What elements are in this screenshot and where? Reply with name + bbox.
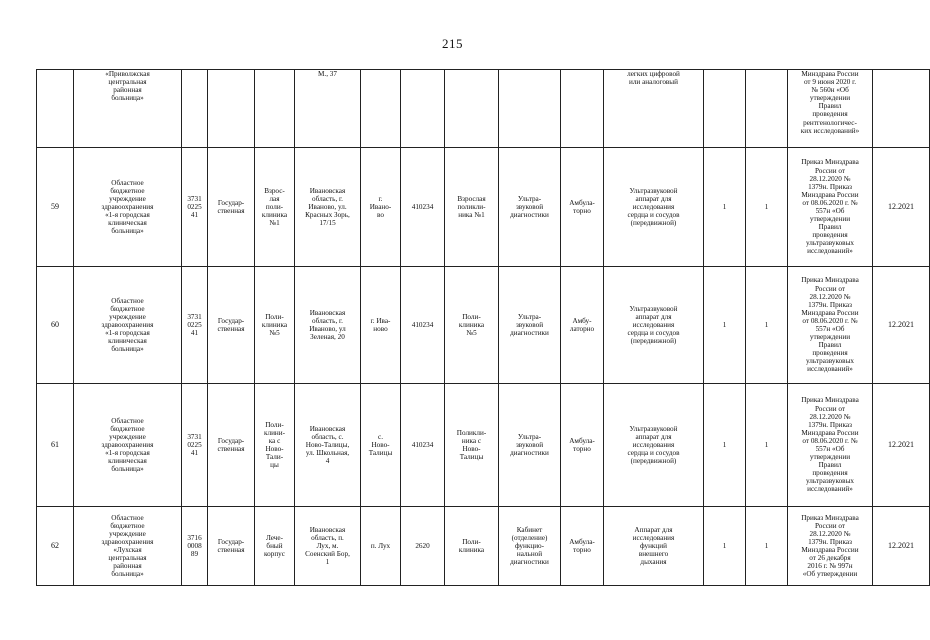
organization-cell: Областное бюджетное учреждение здравоохранения «1-я городская клиническая больница» — [74, 267, 182, 384]
equipment-table — [36, 69, 930, 586]
care-type-cell: Амбула- торно — [561, 507, 604, 586]
organization-cell: Областное бюджетное учреждение здравоохранения «1-я городская клиническая больница» — [74, 148, 182, 267]
table-row — [37, 507, 930, 586]
quantity-cell: 1 — [704, 267, 746, 384]
date-cell: 12.2021 — [873, 267, 930, 384]
city-cell: п. Лух — [361, 507, 401, 586]
care-type-cell: Амбула- торно — [561, 148, 604, 267]
organization-cell: Областное бюджетное учреждение здравоохранения «1-я городская клиническая больница» — [74, 384, 182, 507]
date-cell — [873, 70, 930, 148]
code-cell — [182, 70, 208, 148]
table-row — [37, 148, 930, 267]
code-cell: 3731 0225 41 — [182, 148, 208, 267]
ownership-cell: Государ- ственная — [208, 507, 255, 586]
code-cell: 3731 0225 41 — [182, 384, 208, 507]
department-cell: Ультра- звуковой диагностики — [499, 267, 561, 384]
organization-cell: Областное бюджетное учреждение здравоохранения «Лухская центральная районная больница» — [74, 507, 182, 586]
row-number-cell: 61 — [37, 384, 74, 507]
table-row — [37, 267, 930, 384]
unit-cell: Поли- клини- ка с Ново- Тали- цы — [255, 384, 295, 507]
basis-cell: Приказ Минздрава России от 28.12.2020 № 1379н. Приказ Минздрава России от 26 декабря 2016 г. № 997н «Об утверждении — [788, 507, 873, 586]
department-cell — [499, 70, 561, 148]
quantity-cell: 1 — [746, 267, 788, 384]
date-cell: 12.2021 — [873, 507, 930, 586]
department-cell: Ультра- звуковой диагностики — [499, 384, 561, 507]
quantity-cell — [704, 70, 746, 148]
basis-cell: Приказ Минздрава России от 28.12.2020 № 1379н. Приказ Минздрава России от 08.06.2020 г. № 557н «Об утверждении Правил проведения ультразвуковых исследований» — [788, 267, 873, 384]
ownership-cell — [208, 70, 255, 148]
address-cell: Ивановская область, г. Иваново, ул Зеленая, 20 — [295, 267, 361, 384]
ownership-cell: Государ- ственная — [208, 267, 255, 384]
postcode-cell: 410234 — [401, 148, 445, 267]
equipment-cell: Ультразвуковой аппарат для исследования сердца и сосудов (передвижной) — [604, 384, 704, 507]
subunit-cell: Поли- клиника — [445, 507, 499, 586]
care-type-cell — [561, 70, 604, 148]
address-cell: М., 37 — [295, 70, 361, 148]
quantity-cell: 1 — [704, 507, 746, 586]
equipment-cell: легких цифровой или аналоговый — [604, 70, 704, 148]
unit-cell: Поли- клиника №5 — [255, 267, 295, 384]
city-cell — [361, 70, 401, 148]
address-cell: Ивановская область, с. Ново-Талицы, ул. Школьная, 4 — [295, 384, 361, 507]
date-cell: 12.2021 — [873, 148, 930, 267]
city-cell: г. Ивано- во — [361, 148, 401, 267]
quantity-cell: 1 — [704, 384, 746, 507]
table-row — [37, 70, 930, 148]
ownership-cell: Государ- ственная — [208, 384, 255, 507]
postcode-cell: 2620 — [401, 507, 445, 586]
city-cell: г. Ива- ново — [361, 267, 401, 384]
postcode-cell — [401, 70, 445, 148]
table-row — [37, 384, 930, 507]
subunit-cell: Взрослая поликли- ника №1 — [445, 148, 499, 267]
unit-cell: Лече- бный корпус — [255, 507, 295, 586]
postcode-cell: 410234 — [401, 267, 445, 384]
quantity-cell — [746, 70, 788, 148]
postcode-cell: 410234 — [401, 384, 445, 507]
department-cell: Кабинет (отделение) функцио- нальной диагностики — [499, 507, 561, 586]
row-number-cell: 60 — [37, 267, 74, 384]
care-type-cell: Амбула- торно — [561, 384, 604, 507]
subunit-cell: Поликли- ника с Ново- Талицы — [445, 384, 499, 507]
subunit-cell — [445, 70, 499, 148]
organization-cell: «Приволжская центральная районная больница» — [74, 70, 182, 148]
equipment-cell: Аппарат для исследования функций внешнего дыхания — [604, 507, 704, 586]
row-number-cell: 59 — [37, 148, 74, 267]
quantity-cell: 1 — [746, 384, 788, 507]
code-cell: 3716 0008 89 — [182, 507, 208, 586]
address-cell: Ивановская область, п. Лух, м. Соенский Бор, 1 — [295, 507, 361, 586]
unit-cell — [255, 70, 295, 148]
quantity-cell: 1 — [746, 148, 788, 267]
care-type-cell: Амбу- латорно — [561, 267, 604, 384]
department-cell: Ультра- звуковой диагностики — [499, 148, 561, 267]
quantity-cell: 1 — [746, 507, 788, 586]
basis-cell: Минздрава России от 9 июня 2020 г. № 560н «Об утверждении Правил проведения рентгенологичес- ких исследований» — [788, 70, 873, 148]
subunit-cell: Поли- клиника №5 — [445, 267, 499, 384]
basis-cell: Приказ Минздрава России от 28.12.2020 № 1379н. Приказ Минздрава России от 08.06.2020 г. № 557н «Об утверждении Правил проведения ультразвуковых исследований» — [788, 148, 873, 267]
equipment-cell: Ультразвуковой аппарат для исследования сердца и сосудов (передвижной) — [604, 148, 704, 267]
city-cell: с. Ново- Талицы — [361, 384, 401, 507]
row-number-cell — [37, 70, 74, 148]
equipment-cell: Ультразвуковой аппарат для исследования сердца и сосудов (передвижной) — [604, 267, 704, 384]
page-number: 215 — [442, 36, 463, 51]
address-cell: Ивановская область, г. Иваново, ул. Красных Зорь, 17/15 — [295, 148, 361, 267]
quantity-cell: 1 — [704, 148, 746, 267]
unit-cell: Взрос- лая поли- клиника №1 — [255, 148, 295, 267]
row-number-cell: 62 — [37, 507, 74, 586]
date-cell: 12.2021 — [873, 384, 930, 507]
ownership-cell: Государ- ственная — [208, 148, 255, 267]
basis-cell: Приказ Минздрава России от 28.12.2020 № 1379н. Приказ Минздрава России от 08.06.2020 г. № 557н «Об утверждении Правил проведения ультразвуковых исследований» — [788, 384, 873, 507]
code-cell: 3731 0225 41 — [182, 267, 208, 384]
